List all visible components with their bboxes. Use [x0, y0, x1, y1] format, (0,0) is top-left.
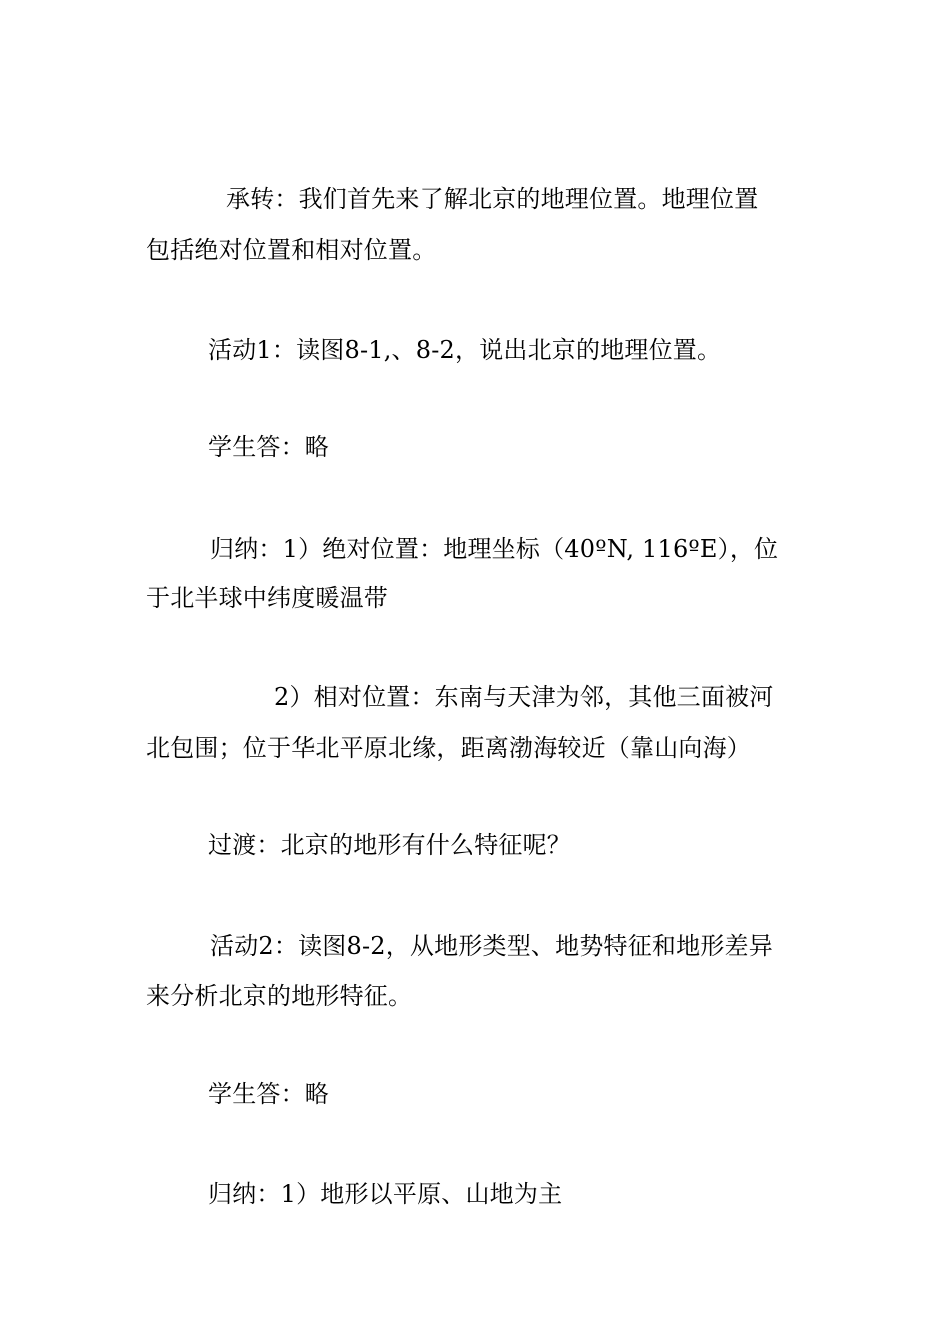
- paragraph-student-answer-2: 学生答：略: [208, 1080, 329, 1108]
- paragraph-summary-absolute-line-1: 归纳：1）绝对位置：地理坐标（40ºN, 116ºE），位: [210, 535, 779, 563]
- paragraph-transition-terrain: 过渡：北京的地形有什么特征呢？: [208, 831, 571, 859]
- paragraph-activity-2-line-1: 活动2：读图8-2，从地形类型、地势特征和地形差异: [210, 932, 773, 960]
- paragraph-activity-2-line-2: 来分析北京的地形特征。: [146, 982, 413, 1010]
- paragraph-transition-line-2: 包括绝对位置和相对位置。: [146, 236, 437, 264]
- paragraph-student-answer-1: 学生答：略: [208, 433, 329, 461]
- paragraph-transition-line-1: 承转：我们首先来了解北京的地理位置。地理位置: [226, 185, 759, 213]
- paragraph-activity-1: 活动1：读图8-1,、8-2，说出北京的地理位置。: [208, 336, 722, 364]
- paragraph-summary-relative-line-1: 2）相对位置：东南与天津为邻，其他三面被河: [274, 683, 774, 711]
- paragraph-summary-relative-line-2: 北包围；位于华北平原北缘，距离渤海较近（靠山向海）: [146, 734, 751, 762]
- paragraph-summary-terrain: 归纳：1）地形以平原、山地为主: [208, 1180, 563, 1208]
- paragraph-summary-absolute-line-2: 于北半球中纬度暖温带: [146, 584, 388, 612]
